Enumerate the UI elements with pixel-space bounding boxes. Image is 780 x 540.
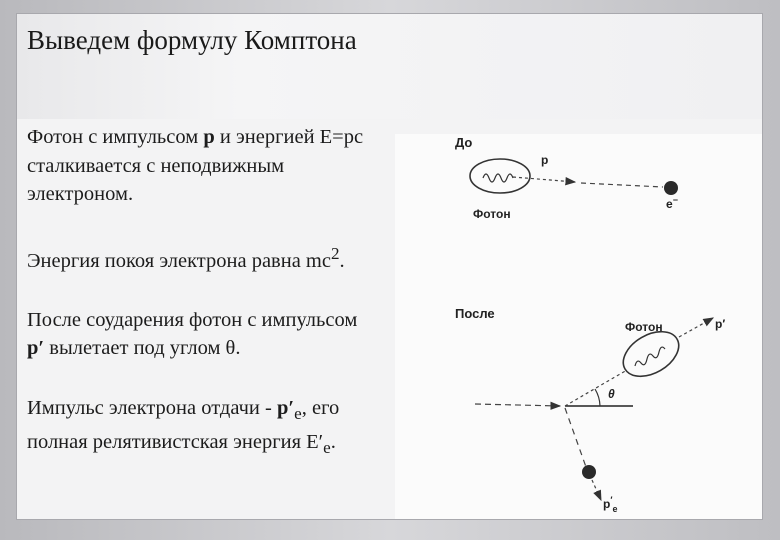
body-text — [27, 123, 377, 494]
paragraph-rest-energy: Энергия покоя электрона равна $mc^2$. — [27, 243, 345, 272]
electron-after — [582, 465, 596, 479]
incoming-path-after — [475, 404, 560, 406]
pe-label: $p'_e$ — [603, 495, 618, 514]
wave-icon-before — [483, 174, 513, 182]
p-label: p — [541, 153, 549, 167]
wave-icon-after — [635, 347, 665, 366]
angle-arc — [595, 389, 600, 406]
incoming-photon-arrow — [513, 177, 575, 182]
electron-label: e− — [666, 195, 678, 211]
slide — [17, 14, 762, 519]
paragraph-recoil-electron: Импульс электрона отдачи - $р'_e$, его полная релятивистская энергия $E'_e$. — [27, 396, 340, 458]
theta-label: θ — [608, 387, 615, 401]
compton-diagram — [395, 134, 762, 519]
p-prime-label: p′ — [715, 317, 726, 331]
before-label: До — [455, 135, 473, 150]
title-bar — [17, 14, 762, 119]
paragraph-photon: Фотон с импульсом р и энергией E=pc сталкивается с неподвижным электроном. — [27, 126, 364, 205]
electron-before — [664, 181, 678, 195]
scattered-photon-arrow — [679, 318, 713, 337]
recoil-electron-arrow — [592, 480, 601, 500]
slide-title: Выведем формулу Комптона — [27, 25, 357, 55]
paragraph-after-collision: После соударения фотон с импульсом р′ вылетает под углом θ. — [27, 308, 358, 360]
photon-label-before: Фотон — [473, 207, 511, 221]
after-label: После — [455, 306, 495, 321]
photon-label-after: Фотон — [625, 320, 663, 334]
recoil-path — [565, 408, 586, 467]
incoming-path-dashed — [581, 183, 663, 187]
scattered-photon-path — [565, 370, 627, 406]
